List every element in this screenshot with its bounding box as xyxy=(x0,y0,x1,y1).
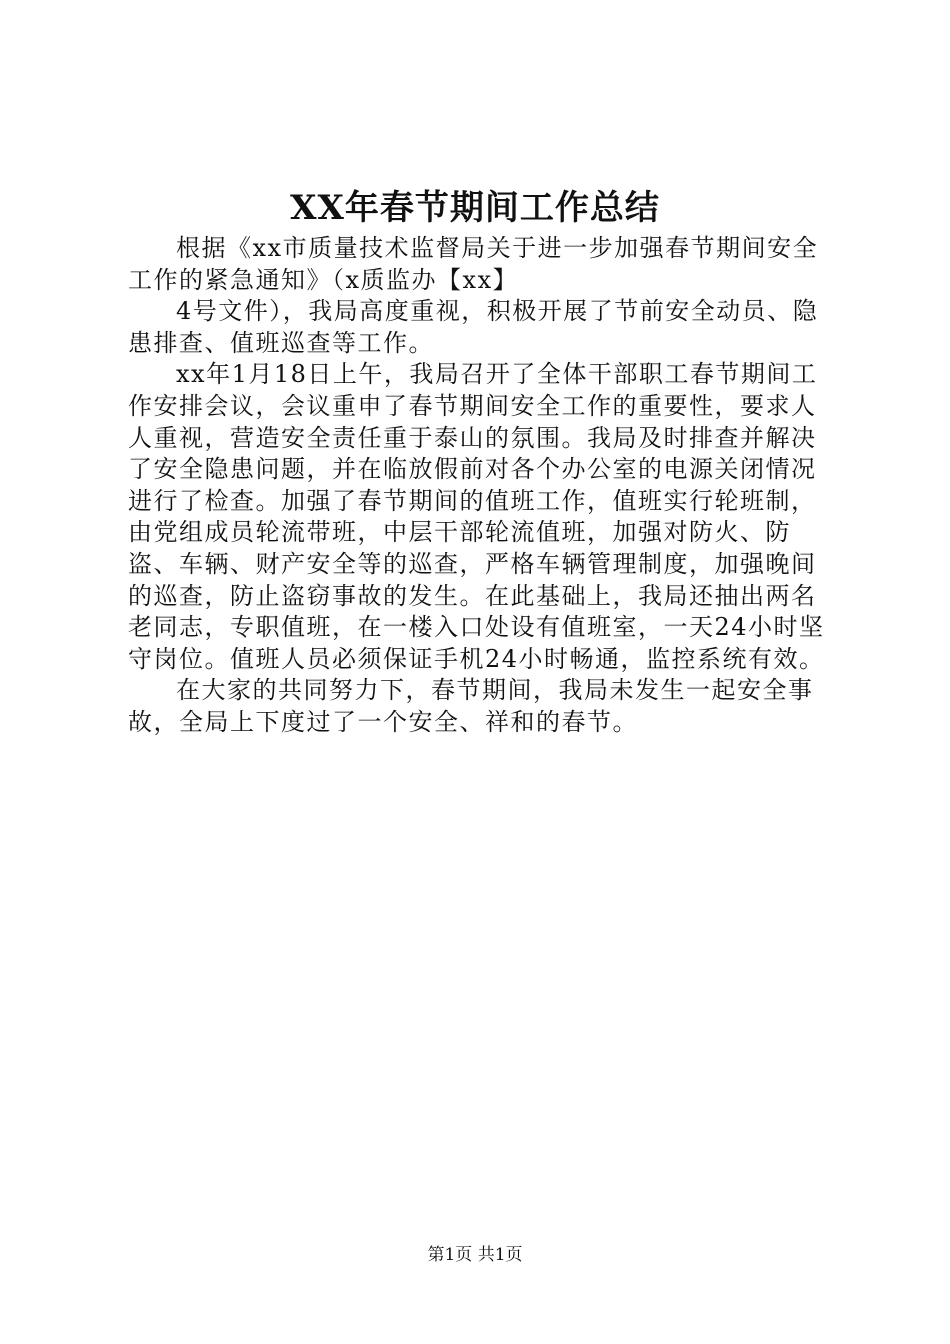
document-title: XX年春节期间工作总结 xyxy=(290,188,660,228)
document-body xyxy=(128,233,840,739)
paragraph-meeting: xx年1月18日上午，我局召开了全体干部职工春节期间工作安排会议，会议重申了春节期间安全工作的重要性，要求人人重视，营造安全责任重于泰山的氛围。我局及时排查并解决了安全隐患问题，并在临放假前对各个办公室的电源关闭情况进行了检查。加强了春节期间的值班工作，值班实行轮班制，由党组成员轮流带班，中层干部轮流值班，加强对防火、防盗、车辆、财产安全等的巡查，严格车辆管理制度，加强晚间的巡查，防止盗窃事故的发生。在此基础上，我局还抽出两名老同志，专职值班，在一楼入口处设有值班室，一天24小时坚守岗位。值班人员必须保证手机24小时畅通，监控系统有效。 xyxy=(128,360,825,673)
page-footer: 第1页 共1页 xyxy=(427,1245,523,1265)
paragraph-file-number: 4号文件），我局高度重视，积极开展了节前安全动员、隐患排查、值班巡查等工作。 xyxy=(128,297,819,357)
paragraph-conclusion: 在大家的共同努力下，春节期间，我局未发生一起安全事故，全局上下度过了一个安全、祥和的春节。 xyxy=(128,676,814,736)
paragraph-intro: 根据《xx市质量技术监督局关于进一步加强春节期间安全工作的紧急通知》（x质监办【xx】 xyxy=(128,234,819,294)
